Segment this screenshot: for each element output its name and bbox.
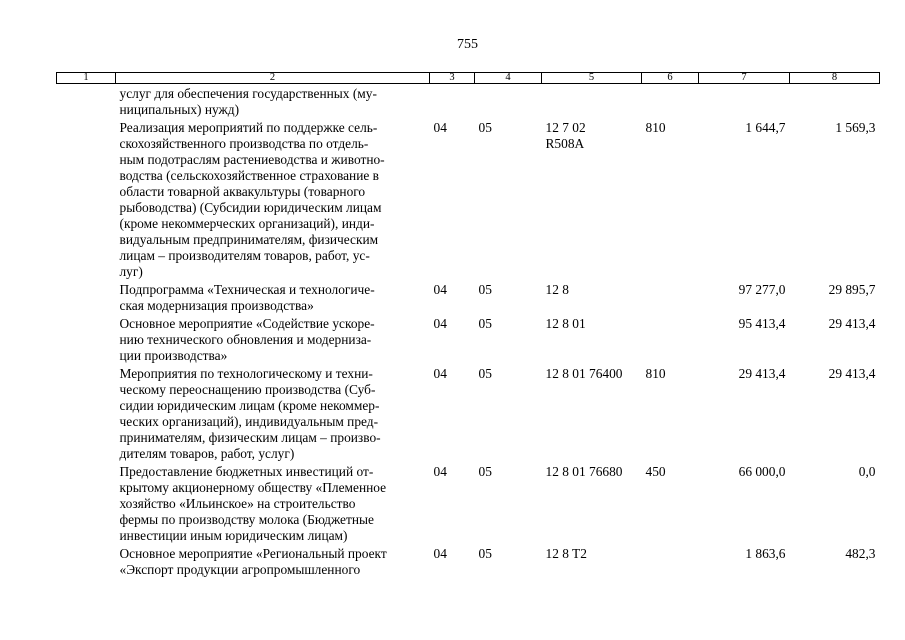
target-article-cell: 12 8 T2 — [545, 546, 587, 561]
section-code-cell — [430, 84, 475, 121]
row-number-cell — [57, 84, 116, 121]
column-number-header: 4 — [475, 73, 542, 84]
table-row — [57, 120, 880, 282]
target-article-cell: 12 7 02 R508A — [545, 120, 586, 151]
expense-type-cell: 810 — [645, 366, 666, 381]
expense-type-cell — [642, 84, 699, 121]
section-code-cell: 04 — [433, 120, 447, 135]
column-number-header: 2 — [116, 73, 430, 84]
budget-table — [56, 72, 880, 580]
table-row — [57, 464, 880, 546]
subsection-code-cell: 05 — [478, 464, 492, 479]
item-name-cell: Предоставление бюджетных инвестиций от- крытому акционерному обществу «Племенное хозяйство «Ильинское» на строительство фермы по производству молока (Бюджетные инвестиции иным юридическим лицам) — [119, 464, 387, 543]
item-name-cell: Мероприятия по технологическому и техни- ческому переоснащению производства (Суб- сидии юридическим лицам (кроме некоммер- ческих организаций), индивидуальным пред- принимателям, физическим лицам – произво- дителям товаров, работ, услуг) — [119, 366, 381, 461]
subsection-code-cell: 05 — [478, 282, 492, 297]
column-number-header: 8 — [790, 73, 880, 84]
column-number-header: 7 — [699, 73, 790, 84]
section-code-cell: 04 — [433, 316, 447, 331]
row-number-cell — [57, 366, 116, 464]
column-number-header: 6 — [642, 73, 699, 84]
expense-type-cell — [642, 546, 699, 580]
row-number-cell — [57, 316, 116, 366]
table-row — [57, 366, 880, 464]
amount-year1-cell: 97 277,0 — [738, 282, 786, 297]
target-article-cell: 12 8 01 76400 — [545, 366, 623, 381]
item-name-cell: Подпрограмма «Техническая и технологиче- ская модернизация производства» — [119, 282, 375, 313]
amount-year1-cell: 1 863,6 — [745, 546, 786, 561]
expense-type-cell: 450 — [645, 464, 666, 479]
section-code-cell: 04 — [433, 282, 447, 297]
row-number-cell — [57, 282, 116, 316]
expense-type-cell: 810 — [645, 120, 666, 135]
item-name-cell: Основное мероприятие «Региональный проект «Экспорт продукции агропромышленного — [119, 546, 387, 577]
amount-year1-cell: 1 644,7 — [745, 120, 786, 135]
amount-year2-cell: 1 569,3 — [835, 120, 876, 135]
row-number-cell — [57, 464, 116, 546]
row-number-cell — [57, 120, 116, 282]
amount-year1-cell: 29 413,4 — [738, 366, 786, 381]
item-name-cell: Реализация мероприятий по поддержке сель- скохозяйственного производства по отдель- ным подотраслям растениеводства и животно- водства (сельскохозяйственное страхование в области товарной аквакультуры (товарного рыбоводства) (Субсидии юридическим лицам (кроме некоммерческих организаций), инди- видуальным предпринимателям, физическим лицам – производителям товаров, работ, ус- луг) — [119, 120, 385, 279]
target-article-cell: 12 8 — [545, 282, 569, 297]
target-article-cell — [542, 84, 642, 121]
expense-type-cell — [642, 316, 699, 366]
amount-year2-cell: 482,3 — [845, 546, 876, 561]
item-name-cell: Основное мероприятие «Содействие ускоре- нию технического обновления и модерниза- ции производства» — [119, 316, 375, 363]
amount-year1-cell — [699, 84, 790, 121]
column-number-header-row — [57, 73, 880, 84]
subsection-code-cell: 05 — [478, 120, 492, 135]
table-row — [57, 546, 880, 580]
subsection-code-cell: 05 — [478, 316, 492, 331]
subsection-code-cell — [475, 84, 542, 121]
page-number: 755 — [457, 37, 478, 52]
target-article-cell: 12 8 01 76680 — [545, 464, 623, 479]
amount-year2-cell: 0,0 — [858, 464, 876, 479]
amount-year2-cell: 29 413,4 — [828, 316, 876, 331]
amount-year1-cell: 66 000,0 — [738, 464, 786, 479]
section-code-cell: 04 — [433, 366, 447, 381]
row-number-cell — [57, 546, 116, 580]
amount-year2-cell: 29 413,4 — [828, 366, 876, 381]
amount-year1-cell: 95 413,4 — [738, 316, 786, 331]
amount-year2-cell — [790, 84, 880, 121]
table-row — [57, 316, 880, 366]
column-number-header: 5 — [542, 73, 642, 84]
section-code-cell: 04 — [433, 464, 447, 479]
table-row — [57, 282, 880, 316]
expense-type-cell — [642, 282, 699, 316]
subsection-code-cell: 05 — [478, 366, 492, 381]
item-name-cell: услуг для обеспечения государственных (му- ниципальных) нужд) — [119, 86, 377, 117]
table-row — [57, 84, 880, 121]
column-number-header: 3 — [430, 73, 475, 84]
target-article-cell: 12 8 01 — [545, 316, 586, 331]
column-number-header: 1 — [57, 73, 116, 84]
subsection-code-cell: 05 — [478, 546, 492, 561]
section-code-cell: 04 — [433, 546, 447, 561]
amount-year2-cell: 29 895,7 — [828, 282, 876, 297]
